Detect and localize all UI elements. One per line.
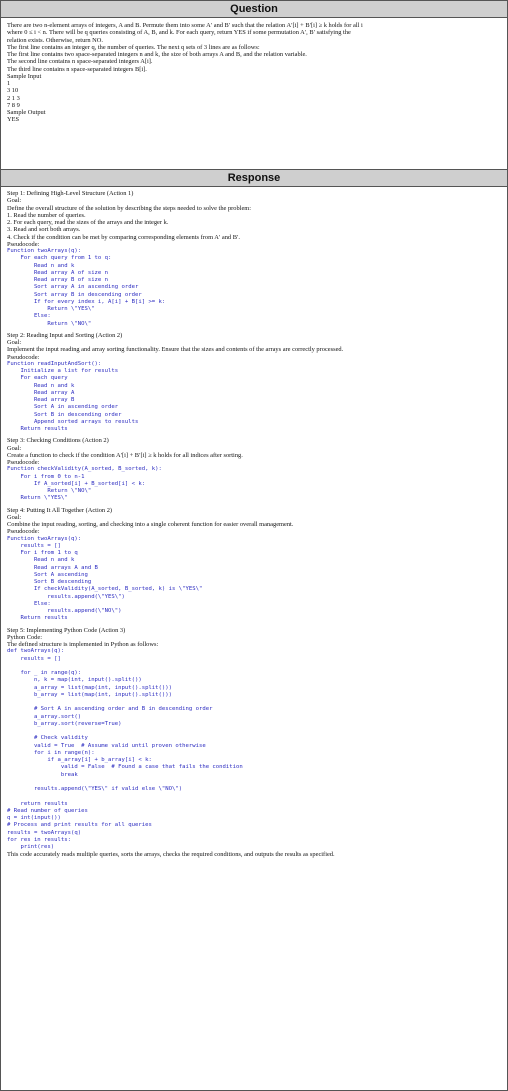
question-line: The first line contains an integer q, the number of queries. The next q sets of 3 lines are as follows: [7, 43, 260, 51]
response-line: Pseudocode: [7, 353, 40, 361]
code-line: Function checkValidity(A_sorted, B_sorted, k): [7, 466, 162, 473]
code-line: Append sorted arrays to results [7, 418, 139, 425]
response-header: Response [1, 170, 507, 187]
question-line: 2 1 3 [7, 94, 20, 102]
question-line: 1 [7, 80, 11, 87]
code-line: Return results [7, 615, 68, 622]
code-line: Sort array A in ascending order [7, 284, 139, 291]
code-line: print(res) [7, 844, 55, 850]
response-line: Combine the input reading, sorting, and checking into a single coherent function for easier overall management. [7, 521, 294, 528]
code-line: for i in range(n): [7, 749, 95, 756]
code-line: Else: [7, 313, 51, 320]
response-body [1, 187, 507, 862]
code-line: Sort A in ascending order [7, 404, 119, 411]
code-line: Sort B in descending order [7, 411, 122, 418]
code-line: Else: [7, 600, 51, 607]
code-line: Return \"NO\" [7, 488, 92, 494]
code-line: results.append(\"YES\" if valid else \"NO\") [7, 786, 183, 792]
code-line: Sort A ascending [7, 571, 88, 578]
code-line: Return \"YES\" [7, 306, 95, 312]
code-line [7, 699, 501, 706]
code-line: results = twoArrays(q) [7, 829, 82, 836]
code-line: Read array A of size n [7, 269, 109, 276]
question-body [1, 18, 507, 170]
question-line: Sample Input [7, 72, 42, 80]
question-line: 3 10 [7, 87, 19, 95]
code-line: def twoArrays(q): [7, 648, 65, 655]
response-line: 2. For each query, read the sizes of the arrays and the integer k. [7, 219, 169, 226]
response-line: Create a function to check if the condition A′[i] + B′[i] ≥ k holds for all indices after sorting. [7, 451, 243, 459]
code-line: Read n and k [7, 557, 75, 564]
code-line: results = [] [7, 542, 61, 549]
code-line [7, 728, 501, 735]
code-line: a_array.sort() [7, 713, 82, 720]
code-line: Read array A [7, 389, 75, 396]
code-line: If for every index i, A[i] + B[i] >= k: [7, 298, 166, 305]
code-line: results.append(\"YES\") [7, 593, 125, 600]
question-line: The third line contains n space-separated integers B[i]. [7, 65, 147, 73]
code-line: b_array = list(map(int, input().split())) [7, 691, 173, 698]
response-line: 4. Check if the condition can be met by comparing corresponding elements from A′ and B′. [7, 233, 240, 241]
response-line: Goal: [7, 444, 22, 452]
code-line [7, 779, 501, 786]
question-line: 7 8 9 [7, 101, 20, 109]
response-line: Define the overall structure of the solution by describing the steps needed to solve the problem: [7, 204, 252, 212]
response-line: The defined structure is implemented in Python as follows: [7, 641, 159, 648]
code-line: Read array B [7, 397, 75, 403]
code-line: # Sort A in ascending order and B in descending order [7, 706, 213, 713]
code-line: # Read number of queries [7, 807, 88, 814]
code-line: Sort B descending [7, 579, 92, 585]
code-line: Return \"NO\" [7, 320, 92, 327]
response-line: 1. Read the number of queries. [7, 211, 86, 219]
question-line: The second line contains n space-separated integers A[i]. [7, 58, 153, 66]
response-line: Step 4: Putting It All Together (Action 2) [7, 506, 113, 514]
response-line: Step 1: Defining High-Level Structure (Action 1) [7, 190, 134, 197]
code-line [7, 793, 501, 800]
code-line: For each query from 1 to q: [7, 255, 112, 262]
code-line: Return results [7, 426, 68, 432]
response-line: Goal: [7, 513, 22, 521]
code-line: break [7, 771, 78, 778]
code-line: If A_sorted[i] + B_sorted[i] < k: [7, 480, 146, 487]
code-line: Read arrays A and B [7, 564, 98, 571]
response-line: 3. Read and sort both arrays. [7, 226, 81, 234]
code-line: Sort array B in descending order [7, 291, 142, 298]
code-line: Read array B of size n [7, 277, 109, 283]
code-line: if a_array[i] + b_array[i] < k: [7, 757, 152, 763]
code-line: return results [7, 800, 68, 807]
response-line: Step 2: Reading Input and Sorting (Action 2) [7, 331, 123, 339]
response-line: Goal: [7, 197, 22, 205]
code-line: for _ in range(q): [7, 670, 82, 676]
code-line: If checkValidity(A_sorted, B_sorted, k) is \"YES\" [7, 586, 203, 593]
response-line: This code accurately reads multiple queries, sorts the arrays, checks the required conditions, and outputs the results as specified. [7, 851, 335, 859]
code-line: b_array.sort(reverse=True) [7, 720, 122, 727]
question-line: Sample Output [7, 109, 46, 116]
question-line: There are two n-element arrays of integers, A and B. Permute them into some A′ and B′ such that the relation A′[i] + B′[i] ≥ k holds for all i [7, 22, 363, 29]
code-line: Return \"YES\" [7, 495, 68, 502]
code-line: # Process and print results for all queries [7, 822, 152, 829]
response-line: Goal: [7, 339, 22, 346]
code-line: # Check validity [7, 735, 88, 742]
response-line: Python Code: [7, 633, 42, 641]
code-line: results.append(\"NO\") [7, 608, 122, 614]
code-line: For i from 1 to q [7, 550, 78, 556]
code-line: valid = False # Found a case that fails the condition [7, 764, 243, 771]
code-line: valid = True # Assume valid until proven otherwise [7, 742, 206, 749]
response-line: Pseudocode: [7, 459, 40, 466]
code-line: n, k = map(int, input().split()) [7, 677, 142, 684]
question-line: YES [7, 116, 20, 124]
code-line: for res in results: [7, 836, 71, 843]
code-line: Read n and k [7, 262, 75, 269]
response-line: Implement the input reading and array sorting functionality. Ensure that the sizes and contents of the arrays are correctly processed. [7, 346, 344, 354]
question-line: relation exists. Otherwise, return NO. [7, 36, 104, 44]
question-line: where 0 ≤ i < n. There will be q queries consisting of A, B, and k. For each query, return YES if some permutation A′, B′ satisfying the [7, 29, 351, 37]
code-line: Read n and k [7, 382, 75, 389]
response-line: Pseudocode: [7, 240, 40, 248]
code-line: Function twoArrays(q): [7, 248, 82, 254]
response-line: Pseudocode: [7, 528, 40, 536]
code-line: For each query [7, 375, 68, 382]
code-line [7, 663, 501, 670]
code-line: results = [] [7, 655, 61, 662]
response-line: Step 5: Implementing Python Code (Action 3) [7, 626, 126, 634]
code-line: For i from 0 to n-1 [7, 473, 85, 480]
code-line: Initialize a list for results [7, 368, 119, 374]
question-header: Question [1, 1, 507, 18]
code-line: q = int(input()) [7, 815, 61, 821]
code-line: Function readInputAndSort(): [7, 360, 102, 367]
question-line: The first line contains two space-separated integers n and k, the size of both arrays A and B, and the relation variable. [7, 51, 307, 58]
code-line: a_array = list(map(int, input().split())) [7, 684, 173, 691]
code-line: Function twoArrays(q): [7, 535, 82, 542]
response-line: Step 3: Checking Conditions (Action 2) [7, 437, 109, 445]
